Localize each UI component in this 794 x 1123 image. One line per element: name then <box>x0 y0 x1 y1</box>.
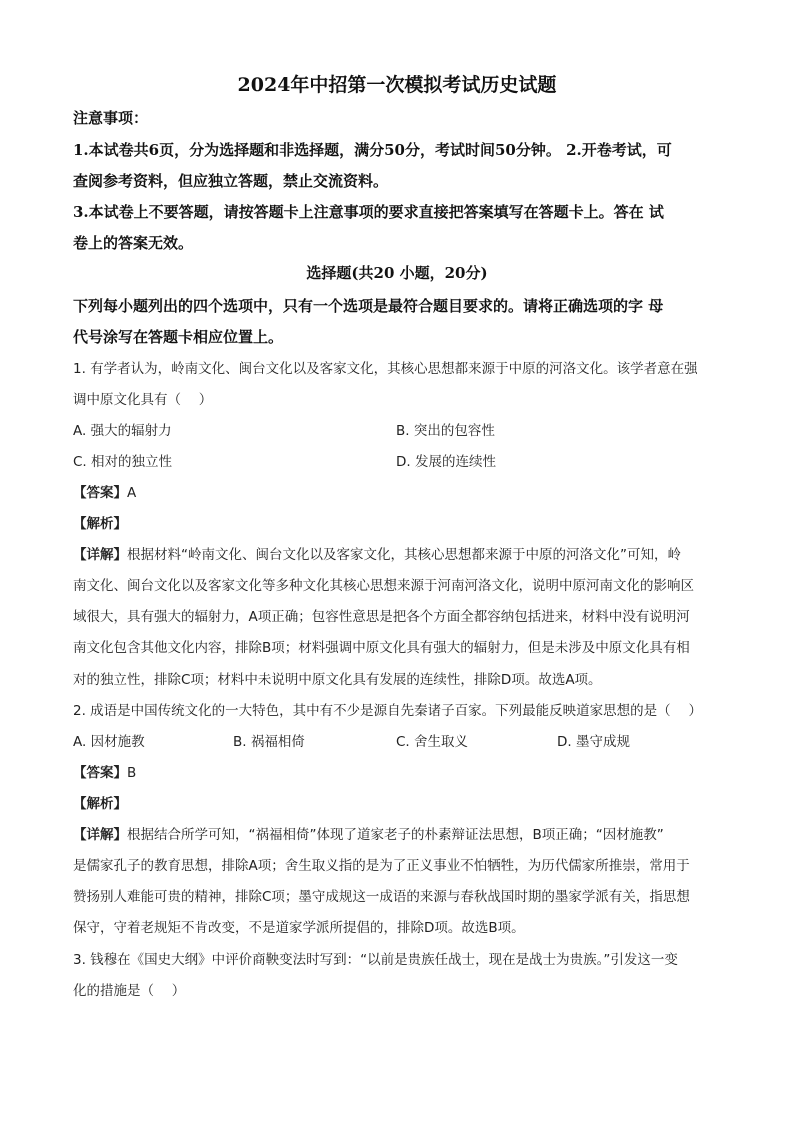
q1-option-c: C. 相对的独立性 <box>73 454 173 470</box>
notice-line: 3.本试卷上不要答题，请按答题卡上注意事项的要求直接把答案填写在答题卡上。答在 试 <box>73 203 664 221</box>
answer-value: B <box>127 765 137 781</box>
page-title: 2024年中招第一次模拟考试历史试题 <box>237 74 557 96</box>
q2-detail-line: 保守，守着老规矩不肯改变，不是道家学派所提倡的，排除D项。故选B项。 <box>73 920 525 936</box>
detail-text: 根据结合所学可知，“祸福相倚”体现了道家老子的朴素辩证法思想，B项正确；“因材施教” <box>127 827 664 843</box>
question-1-stem: 调中原文化具有（ ） <box>73 392 213 408</box>
section-title: 选择题(共20 小题，20分) <box>306 264 488 282</box>
q2-option-b: B. 祸福相倚 <box>233 734 305 750</box>
q1-analysis-label <box>73 514 127 534</box>
question-3-stem: 3. 钱穆在《国史大纲》中评价商鞅变法时写到：“以前是贵族任战士，现在是战士为贵族。”引发这一变 <box>73 952 678 968</box>
q2-detail-line: 赞扬别人难能可贵的精神，排除C项；墨守成规这一成语的来源与春秋战国时期的墨家学派有关，指思想 <box>73 889 690 905</box>
q1-option-d: D. 发展的连续性 <box>396 454 496 470</box>
section-instruction: 代号涂写在答题卡相应位置上。 <box>73 328 284 346</box>
detail-label: 【详解】 <box>73 547 127 563</box>
detail-text: 根据材料“岭南文化、闽台文化以及客家文化，其核心思想都来源于中原的河洛文化”可知，岭 <box>127 547 681 563</box>
analysis-label: 【解析】 <box>73 516 127 532</box>
question-1-stem: 1. 有学者认为，岭南文化、闽台文化以及客家文化，其核心思想都来源于中原的河洛文化。该学者意在强 <box>73 361 698 377</box>
q1-detail-line: 南文化、闽台文化以及客家文化等多种文化其核心思想来源于河南河洛文化，说明中原河南文化的影响区 <box>73 578 694 594</box>
q1-detail-line: 对的独立性，排除C项；材料中未说明中原文化具有发展的连续性，排除D项。故选A项。 <box>73 672 602 688</box>
q2-detail <box>73 825 664 845</box>
q1-detail-line: 域很大，具有强大的辐射力，A项正确；包容性意思是把各个方面全都容纳包括进来，材料中没有说明河 <box>73 609 690 625</box>
q2-detail-line: 是儒家孔子的教育思想，排除A项；舍生取义指的是为了正义事业不怕牺牲，为历代儒家所推崇，常用于 <box>73 858 690 874</box>
section-instruction: 下列每小题列出的四个选项中，只有一个选项是最符合题目要求的。请将正确选项的字 母 <box>73 297 664 315</box>
answer-value: A <box>127 485 137 501</box>
notice-line: 查阅参考资料，但应独立答题，禁止交流资料。 <box>73 172 389 190</box>
q1-detail <box>73 545 681 565</box>
q2-option-d: D. 墨守成规 <box>557 734 630 750</box>
q1-detail-line: 南文化包含其他文化内容，排除B项；材料强调中原文化具有强大的辐射力，但是未涉及中原文化具有相 <box>73 640 690 656</box>
q1-option-b: B. 突出的包容性 <box>396 423 495 439</box>
q1-answer <box>73 483 136 503</box>
answer-label: 【答案】 <box>73 485 127 501</box>
q2-answer <box>73 763 136 783</box>
question-3-stem: 化的措施是（ ） <box>73 983 186 999</box>
q2-analysis-label <box>73 794 127 814</box>
detail-label: 【详解】 <box>73 827 127 843</box>
q2-option-a: A. 因材施教 <box>73 734 145 750</box>
answer-label: 【答案】 <box>73 765 127 781</box>
analysis-label: 【解析】 <box>73 796 127 812</box>
q1-option-a: A. 强大的辐射力 <box>73 423 172 439</box>
notice-line: 1.本试卷共6页，分为选择题和非选择题，满分50分，考试时间50分钟。 2.开卷考试，可 <box>73 141 672 159</box>
notice-heading: 注意事项： <box>73 109 149 127</box>
q2-option-c: C. 舍生取义 <box>396 734 469 750</box>
notice-line: 卷上的答案无效。 <box>73 234 194 252</box>
question-2-stem: 2. 成语是中国传统文化的一大特色，其中有不少是源自先秦诸子百家。下列最能反映道家思想的是（ ） <box>73 703 702 719</box>
